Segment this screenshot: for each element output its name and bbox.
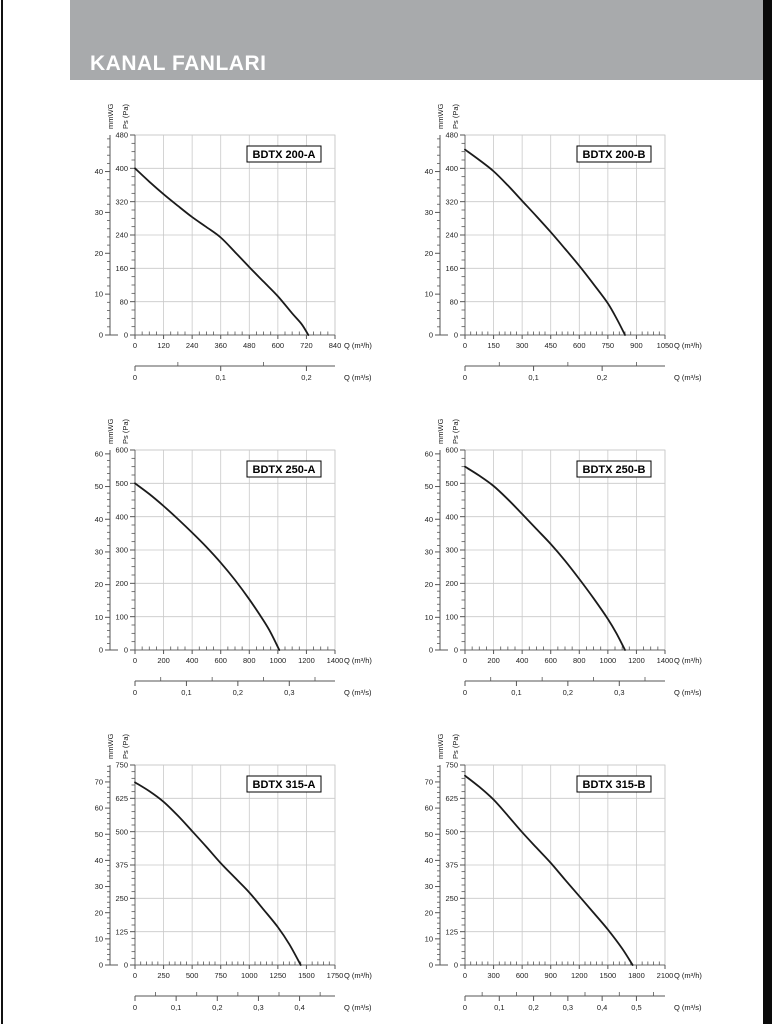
- mmwg-tick-label: 60: [94, 803, 103, 813]
- pa-axis-title: Ps (Pa): [451, 733, 460, 759]
- chart-title: BDTX 315-B: [582, 779, 646, 791]
- mmwg-tick-label: 10: [94, 934, 103, 944]
- pa-tick-label: 0: [453, 645, 458, 655]
- x-tick-label: 200: [157, 656, 170, 665]
- x-tick-label: 200: [487, 656, 500, 665]
- pa-axis-title: Ps (Pa): [121, 103, 130, 129]
- x-tick-label: 1000: [240, 971, 258, 980]
- mmwg-tick-label: 40: [94, 855, 103, 865]
- x-axis: [133, 962, 343, 981]
- x2-axis: [463, 677, 665, 697]
- pa-tick-label: 500: [115, 827, 128, 837]
- x2-axis: [463, 362, 665, 382]
- mmwg-tick-label: 50: [424, 482, 433, 492]
- pa-axis-title: Ps (Pa): [121, 733, 130, 759]
- x-tick-label: 0: [462, 656, 468, 665]
- x-tick-label: 0: [462, 341, 468, 350]
- mmwg-axis-title: mmWG: [436, 733, 445, 759]
- pa-tick-label: 400: [115, 512, 128, 522]
- x2-tick-label: 0,1: [511, 688, 522, 697]
- pa-axis-title: Ps (Pa): [121, 418, 130, 444]
- mmwg-tick-label: 60: [424, 449, 433, 459]
- chart-title: BDTX 200-A: [252, 149, 316, 161]
- pa-tick-label: 240: [445, 230, 458, 240]
- x-tick-label: 600: [544, 656, 557, 665]
- mmwg-tick-label: 40: [424, 514, 433, 524]
- mmwg-axis-title: mmWG: [436, 103, 445, 129]
- x-tick-label: 400: [185, 656, 199, 665]
- x-tick-label: 480: [243, 341, 256, 350]
- x-tick-label: 240: [185, 341, 199, 350]
- chart-title: BDTX 250-B: [582, 464, 646, 476]
- pa-tick-label: 100: [115, 612, 128, 622]
- pa-tick-label: 480: [115, 130, 128, 140]
- pa-tick-label: 300: [445, 545, 458, 555]
- x-tick-label: 360: [214, 341, 227, 350]
- mmwg-tick-label: 20: [424, 248, 433, 258]
- x-tick-label: 750: [214, 971, 227, 980]
- x-axis: [463, 332, 673, 351]
- pa-tick-label: 0: [453, 330, 458, 340]
- pa-tick-label: 400: [445, 163, 458, 173]
- mmwg-axis-title: mmWG: [106, 733, 115, 759]
- x-tick-label: 250: [157, 971, 170, 980]
- pa-tick-label: 0: [123, 960, 128, 970]
- pa-axis: [445, 131, 465, 340]
- x2-tick-label: 0: [132, 688, 138, 697]
- pa-axis-title: Ps (Pa): [451, 103, 460, 129]
- x2-tick-label: 0,2: [596, 373, 608, 382]
- x-tick-label: 1200: [628, 656, 645, 665]
- x-tick-label: 1400: [326, 656, 344, 665]
- x2-axis-title: Q (m³/s): [674, 373, 702, 382]
- page-border-right: [763, 0, 772, 1024]
- mmwg-tick-label: 10: [424, 612, 433, 622]
- x-axis-title: Q (m³/h): [674, 341, 702, 350]
- x2-tick-label: 0,2: [232, 688, 244, 697]
- pa-tick-label: 160: [115, 263, 128, 273]
- x2-axis: [133, 992, 335, 1012]
- mmwg-tick-label: 30: [94, 208, 103, 218]
- x2-tick-label: 0,2: [528, 1003, 539, 1012]
- x-tick-label: 120: [157, 341, 170, 350]
- mmwg-tick-label: 50: [424, 829, 433, 839]
- mmwg-tick-label: 50: [94, 829, 103, 839]
- pa-tick-label: 480: [445, 130, 458, 140]
- mmwg-tick-label: 60: [424, 803, 433, 813]
- x2-axis-title: Q (m³/s): [344, 373, 372, 382]
- x-tick-label: 150: [487, 341, 500, 350]
- x-axis-title: Q (m³/h): [674, 656, 702, 665]
- pa-tick-label: 125: [115, 927, 128, 937]
- mmwg-tick-label: 20: [94, 248, 103, 258]
- x-tick-label: 900: [630, 341, 643, 350]
- x-axis: [133, 332, 341, 351]
- mmwg-tick-label: 10: [94, 289, 103, 299]
- pa-tick-label: 750: [445, 760, 458, 770]
- x2-tick-label: 0: [462, 1003, 468, 1012]
- x2-axis-title: Q (m³/s): [674, 688, 702, 697]
- pa-tick-label: 500: [115, 478, 128, 488]
- x-tick-label: 1050: [656, 341, 674, 350]
- mmwg-axis-title: mmWG: [436, 418, 445, 444]
- chart-title: BDTX 315-A: [252, 779, 316, 791]
- x2-axis-title: Q (m³/s): [344, 688, 372, 697]
- mmwg-tick-label: 10: [94, 612, 103, 622]
- fan-curve: [135, 168, 308, 335]
- pa-tick-label: 600: [115, 445, 128, 455]
- mmwg-axis-title: mmWG: [106, 103, 115, 129]
- chart-bdtx-315-a: [57, 725, 387, 1025]
- x-tick-label: 500: [185, 971, 199, 980]
- x2-tick-label: 0,1: [181, 688, 192, 697]
- chart-title-box: [247, 146, 321, 162]
- x2-tick-label: 0,3: [284, 688, 295, 697]
- x2-tick-label: 0: [462, 373, 468, 382]
- x-tick-label: 800: [243, 656, 256, 665]
- x2-axis-title: Q (m³/s): [674, 1003, 702, 1012]
- pa-tick-label: 400: [115, 163, 128, 173]
- page-title: KANAL FANLARI: [90, 52, 267, 75]
- pa-tick-label: 500: [445, 478, 458, 488]
- x-tick-label: 1200: [570, 971, 588, 980]
- x2-tick-label: 0,1: [494, 1003, 505, 1012]
- x2-axis: [133, 677, 335, 697]
- pa-tick-label: 375: [115, 860, 128, 870]
- chart-title: BDTX 250-A: [252, 464, 316, 476]
- pa-tick-label: 100: [445, 612, 458, 622]
- x2-tick-label: 0,2: [562, 688, 574, 697]
- mmwg-axis: [425, 135, 448, 340]
- chart-title-box: [247, 776, 321, 792]
- chart-bdtx-315-b: [387, 725, 717, 1025]
- x2-tick-label: 0,5: [631, 1003, 642, 1012]
- mmwg-tick-label: 10: [424, 934, 433, 944]
- x-axis: [463, 962, 673, 981]
- x-tick-label: 300: [487, 971, 500, 980]
- x-axis: [463, 647, 673, 666]
- chart-title-box: [247, 461, 321, 477]
- fan-curve: [135, 483, 279, 650]
- fan-curve: [135, 782, 301, 965]
- pa-axis: [115, 761, 135, 970]
- pa-tick-label: 250: [115, 893, 128, 903]
- mmwg-tick-label: 70: [94, 777, 103, 787]
- x2-tick-label: 0,4: [596, 1003, 608, 1012]
- x-tick-label: 0: [132, 341, 138, 350]
- x2-tick-label: 0: [132, 373, 138, 382]
- pa-tick-label: 750: [115, 760, 128, 770]
- pa-tick-label: 80: [449, 297, 458, 307]
- pa-tick-label: 200: [445, 578, 458, 588]
- chart-bdtx-200-a: [57, 95, 387, 395]
- pa-axis-title: Ps (Pa): [451, 418, 460, 444]
- x-tick-label: 1200: [298, 656, 315, 665]
- mmwg-tick-label: 20: [424, 908, 433, 918]
- x2-tick-label: 0,3: [614, 688, 625, 697]
- x-axis-title: Q (m³/h): [344, 971, 372, 980]
- x-tick-label: 1400: [656, 656, 674, 665]
- x2-tick-label: 0: [132, 1003, 138, 1012]
- mmwg-tick-label: 30: [424, 547, 433, 557]
- mmwg-axis: [425, 449, 448, 654]
- x-axis-title: Q (m³/h): [344, 341, 372, 350]
- pa-tick-label: 320: [445, 197, 458, 207]
- x-tick-label: 1750: [326, 971, 344, 980]
- x2-tick-label: 0,2: [212, 1003, 223, 1012]
- x2-axis: [133, 362, 335, 382]
- x2-tick-label: 0: [462, 688, 468, 697]
- pa-axis: [445, 446, 465, 655]
- mmwg-tick-label: 40: [424, 167, 433, 177]
- chart-title-box: [577, 461, 651, 477]
- pa-axis: [115, 131, 135, 340]
- grid-lines: [135, 135, 335, 335]
- pa-tick-label: 375: [445, 860, 458, 870]
- x-tick-label: 1500: [599, 971, 617, 980]
- mmwg-tick-label: 40: [94, 514, 103, 524]
- pa-tick-label: 125: [445, 927, 458, 937]
- mmwg-axis-title: mmWG: [106, 418, 115, 444]
- pa-tick-label: 200: [115, 578, 128, 588]
- pa-tick-label: 160: [445, 263, 458, 273]
- mmwg-axis: [95, 135, 118, 340]
- x-tick-label: 800: [573, 656, 586, 665]
- pa-tick-label: 80: [119, 297, 128, 307]
- x-tick-label: 720: [300, 341, 313, 350]
- x-tick-label: 1000: [599, 656, 617, 665]
- grid-lines: [135, 765, 335, 965]
- x2-tick-label: 0,3: [562, 1003, 574, 1012]
- pa-tick-label: 600: [445, 445, 458, 455]
- x-tick-label: 1250: [269, 971, 287, 980]
- chart-bdtx-250-b: [387, 410, 717, 710]
- x2-axis: [463, 992, 665, 1012]
- mmwg-tick-label: 30: [424, 208, 433, 218]
- x2-tick-label: 0,3: [253, 1003, 264, 1012]
- x2-tick-label: 0,2: [301, 373, 312, 382]
- mmwg-tick-label: 0: [428, 330, 433, 340]
- pa-tick-label: 300: [115, 545, 128, 555]
- x-tick-label: 0: [132, 971, 138, 980]
- x-tick-label: 450: [544, 341, 557, 350]
- pa-axis: [115, 446, 135, 655]
- chart-title: BDTX 200-B: [582, 149, 646, 161]
- grid-lines: [465, 135, 665, 335]
- x-tick-label: 840: [328, 341, 342, 350]
- x-tick-label: 900: [544, 971, 557, 980]
- header-banner: [70, 0, 763, 80]
- grid-lines: [465, 765, 665, 965]
- mmwg-tick-label: 30: [424, 882, 433, 892]
- mmwg-tick-label: 70: [424, 777, 433, 787]
- x2-tick-label: 0,4: [294, 1003, 305, 1012]
- mmwg-tick-label: 0: [98, 960, 103, 970]
- page-border-left: [1, 0, 3, 1024]
- mmwg-tick-label: 10: [424, 289, 433, 299]
- pa-tick-label: 400: [445, 512, 458, 522]
- pa-tick-label: 240: [115, 230, 128, 240]
- charts-grid: [57, 95, 717, 1025]
- pa-tick-label: 625: [445, 793, 458, 803]
- x-tick-label: 1800: [628, 971, 645, 980]
- mmwg-tick-label: 30: [94, 547, 103, 557]
- x-tick-label: 0: [462, 971, 468, 980]
- x-tick-label: 400: [515, 656, 529, 665]
- x-tick-label: 1000: [269, 656, 287, 665]
- x2-tick-label: 0,1: [170, 1003, 182, 1012]
- x-tick-label: 600: [271, 341, 285, 350]
- pa-tick-label: 320: [115, 197, 128, 207]
- mmwg-tick-label: 20: [424, 580, 433, 590]
- mmwg-axis: [425, 765, 448, 970]
- pa-tick-label: 500: [445, 827, 458, 837]
- mmwg-tick-label: 20: [94, 580, 103, 590]
- mmwg-tick-label: 30: [94, 882, 103, 892]
- x-tick-label: 600: [573, 341, 586, 350]
- mmwg-tick-label: 0: [428, 645, 433, 655]
- pa-tick-label: 0: [123, 330, 128, 340]
- pa-tick-label: 250: [445, 893, 458, 903]
- pa-tick-label: 625: [115, 793, 128, 803]
- mmwg-tick-label: 60: [94, 449, 103, 459]
- mmwg-tick-label: 0: [428, 960, 433, 970]
- mmwg-tick-label: 0: [98, 645, 103, 655]
- x-axis-title: Q (m³/h): [674, 971, 702, 980]
- mmwg-tick-label: 20: [94, 908, 103, 918]
- mmwg-tick-label: 0: [98, 330, 103, 340]
- chart-title-box: [577, 146, 651, 162]
- x-axis-title: Q (m³/h): [344, 656, 372, 665]
- x-tick-label: 600: [515, 971, 529, 980]
- grid-lines: [135, 450, 335, 650]
- x-tick-label: 600: [214, 656, 227, 665]
- x-tick-label: 1500: [298, 971, 315, 980]
- x-tick-label: 2100: [656, 971, 674, 980]
- x-tick-label: 0: [132, 656, 138, 665]
- grid-lines: [465, 450, 665, 650]
- pa-tick-label: 0: [123, 645, 128, 655]
- chart-bdtx-250-a: [57, 410, 387, 710]
- mmwg-tick-label: 40: [424, 855, 433, 865]
- pa-tick-label: 0: [453, 960, 458, 970]
- pa-axis: [445, 761, 465, 970]
- mmwg-tick-label: 50: [94, 482, 103, 492]
- x-tick-label: 750: [601, 341, 615, 350]
- x-axis: [133, 647, 343, 666]
- x2-tick-label: 0,1: [215, 373, 226, 382]
- mmwg-axis: [95, 765, 118, 970]
- fan-curve: [465, 467, 625, 650]
- chart-bdtx-200-b: [387, 95, 717, 395]
- chart-title-box: [577, 776, 651, 792]
- mmwg-tick-label: 40: [94, 167, 103, 177]
- mmwg-axis: [95, 449, 118, 654]
- x2-axis-title: Q (m³/s): [344, 1003, 372, 1012]
- fan-curve: [465, 150, 625, 335]
- x-tick-label: 300: [515, 341, 529, 350]
- x2-tick-label: 0,1: [528, 373, 539, 382]
